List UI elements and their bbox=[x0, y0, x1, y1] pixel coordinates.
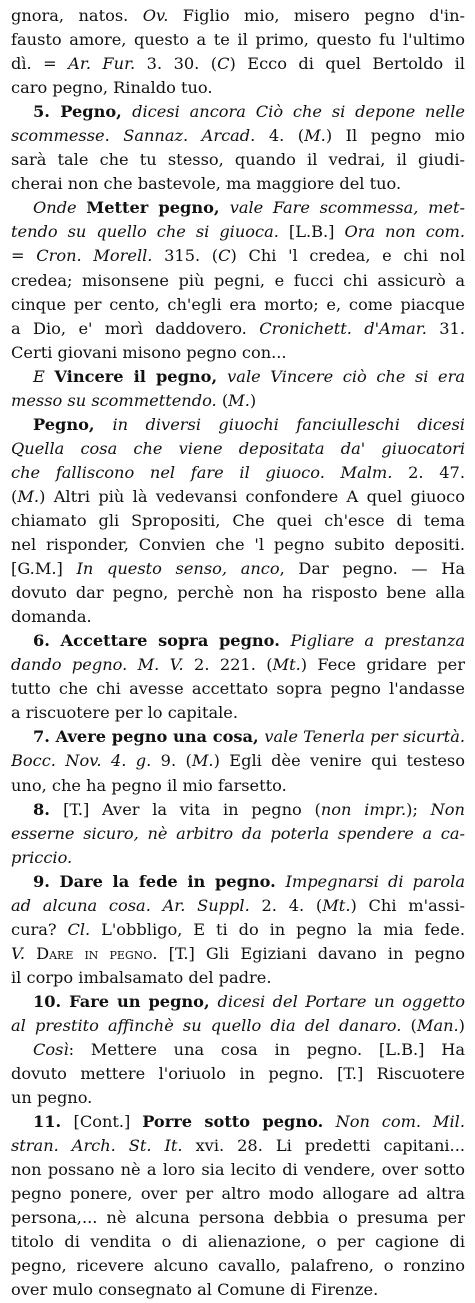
text-line bbox=[11, 942, 465, 966]
text-line bbox=[11, 918, 465, 942]
text-run: 8. bbox=[33, 799, 64, 819]
text-line bbox=[11, 220, 465, 244]
text-run: il corpo imbalsamato del padre. bbox=[11, 967, 272, 987]
text-run: scommesse. Sannaz. Arcad. bbox=[11, 126, 256, 146]
text-run: nel risponder, Convien che 'l pegno subito depositi. bbox=[11, 535, 465, 555]
text-line bbox=[11, 557, 465, 581]
text-run: ( bbox=[11, 486, 18, 506]
text-run: persona,... nè alcuna persona debbia o presuma per bbox=[11, 1208, 465, 1228]
text-run: 5. Pegno, bbox=[33, 102, 133, 122]
text-line bbox=[11, 461, 465, 485]
text-run: Impegnarsi di parola bbox=[285, 871, 465, 891]
text-run: tutto che chi avesse accettato sopra pegno l'andasse bbox=[11, 679, 465, 699]
text-run: caro pegno, Rinaldo tuo. bbox=[11, 78, 213, 98]
text-line bbox=[11, 1206, 465, 1230]
text-run: vale Fare scommessa, met- bbox=[229, 198, 465, 218]
text-line bbox=[11, 196, 465, 220]
text-run: 315. ( bbox=[152, 246, 219, 266]
text-line bbox=[11, 581, 465, 605]
text-run: dicesi del Portare un oggetto bbox=[217, 991, 465, 1011]
text-run: 7. Avere pegno una cosa, bbox=[33, 727, 265, 747]
text-run: credea; misonsene più pegni, e fucci chi assicurò a bbox=[11, 270, 465, 290]
text-run: dì. = bbox=[11, 54, 69, 74]
text-line bbox=[11, 1134, 465, 1158]
text-line bbox=[11, 605, 465, 629]
text-run: Ov. bbox=[142, 6, 169, 25]
text-run: V. bbox=[11, 943, 26, 963]
text-run: 2. 4. ( bbox=[249, 895, 323, 915]
text-line bbox=[11, 677, 465, 701]
text-run: ) Ecco di quel Bertoldo il bbox=[229, 54, 465, 74]
text-line bbox=[11, 1086, 465, 1110]
text-run: M. bbox=[228, 390, 250, 410]
text-line bbox=[11, 437, 465, 461]
text-run: tendo su quello che si giuoca. bbox=[11, 222, 279, 242]
text-run: Ora non com. bbox=[344, 222, 465, 242]
text-run: E bbox=[33, 366, 55, 386]
text-run: ) bbox=[249, 390, 257, 410]
text-run: ); bbox=[406, 799, 431, 819]
text-run: Cron. Morell. bbox=[36, 246, 153, 266]
text-run: pegno ponere, over per altro modo allogare ad altra bbox=[11, 1184, 465, 1204]
text-line bbox=[11, 244, 465, 268]
text-run: Mt. bbox=[272, 655, 301, 675]
text-line bbox=[11, 749, 465, 773]
text-run: 2. 221. ( bbox=[183, 655, 273, 675]
text-run: Pegno, bbox=[33, 414, 113, 434]
text-run: Non com. Mil. bbox=[335, 1112, 465, 1132]
text-line bbox=[11, 629, 465, 653]
text-run: 31. bbox=[426, 318, 465, 338]
text-run: Man. bbox=[416, 1015, 459, 1035]
text-run: Onde bbox=[33, 198, 87, 218]
text-run: 9. ( bbox=[151, 751, 192, 771]
text-line bbox=[11, 389, 465, 413]
text-run: domanda. bbox=[11, 607, 92, 627]
text-line bbox=[11, 1254, 465, 1278]
text-run: [T.] Aver la vita in pegno ( bbox=[63, 799, 321, 819]
text-run: . [T.] Gli Egiziani davano in pegno bbox=[152, 943, 465, 963]
text-run: dando pegno. M. V. bbox=[11, 655, 184, 675]
text-line bbox=[11, 1278, 465, 1302]
text-run: che falliscono nel fare il giuoco. Malm. bbox=[11, 462, 393, 482]
text-run: gnora, natos. bbox=[11, 6, 143, 25]
text-run: uno, che ha pegno il mio farsetto. bbox=[11, 775, 287, 795]
text-run: [Cont.] bbox=[73, 1112, 143, 1132]
text-run: titolo di vendita o di alienazione, o per cagione di bbox=[11, 1232, 465, 1252]
text-line bbox=[11, 1014, 465, 1038]
text-run: Mt. bbox=[322, 895, 351, 915]
text-run: xvi. 28. Li predetti capitani... bbox=[182, 1136, 465, 1156]
text-line bbox=[11, 846, 465, 870]
text-run: non possano nè a loro sia lecito di vendere, over sotto bbox=[11, 1160, 465, 1180]
text-run: 3. 30. ( bbox=[135, 54, 218, 74]
text-run: ) bbox=[458, 1015, 465, 1035]
text-line bbox=[11, 1062, 465, 1086]
text-run: ad alcuna cosa. Ar. Suppl. bbox=[11, 895, 250, 915]
text-line bbox=[11, 172, 465, 196]
text-line bbox=[11, 413, 465, 437]
text-run: priccio. bbox=[11, 847, 73, 867]
text-line bbox=[11, 76, 465, 100]
text-run: C bbox=[218, 246, 231, 266]
text-line bbox=[11, 28, 465, 52]
text-run: Così bbox=[33, 1040, 69, 1060]
text-run: al prestito affinchè su quello dia del danaro. bbox=[11, 1015, 402, 1035]
text-run: dovuto dar pegno, perchè non ha risposto bene alla bbox=[11, 583, 465, 603]
text-run: C bbox=[217, 54, 230, 74]
text-run: Figlio mio, misero pegno d'in- bbox=[168, 6, 465, 25]
text-run: 4. ( bbox=[255, 126, 305, 146]
text-line bbox=[11, 317, 465, 341]
text-line bbox=[11, 509, 465, 533]
text-run: Ar. Fur. bbox=[68, 54, 136, 74]
text-run: Porre sotto pegno. bbox=[142, 1112, 336, 1132]
text-run: in diversi giuochi fanciulleschi dicesi bbox=[112, 414, 465, 434]
text-run: non impr. bbox=[320, 799, 407, 819]
text-run: a Dio, e' morì daddovero. bbox=[11, 318, 260, 338]
text-line bbox=[11, 52, 465, 76]
text-run: un pegno. bbox=[11, 1088, 93, 1108]
text-run: Cl. bbox=[67, 919, 91, 939]
text-line bbox=[11, 1158, 465, 1182]
text-run: 2. 47. bbox=[392, 462, 465, 482]
text-run: Vincere il pegno, bbox=[54, 366, 228, 386]
text-line bbox=[11, 124, 465, 148]
text-run: ) Chi 'l credea, e chi nol bbox=[230, 246, 465, 266]
text-line bbox=[11, 725, 465, 749]
text-run: 6. Accettare sopra pegno. bbox=[33, 631, 291, 651]
text-line bbox=[11, 798, 465, 822]
text-run: fausto amore, questo a te il primo, questo fu l'ultimo bbox=[11, 30, 465, 50]
text-run: dicesi ancora Ciò che si depone nelle bbox=[132, 102, 465, 122]
text-line bbox=[11, 822, 465, 846]
text-line bbox=[11, 1038, 465, 1062]
text-run: Dare in pegno bbox=[25, 943, 153, 963]
text-run: Bocc. Nov. 4. g. bbox=[11, 751, 152, 771]
text-run: [L.B.] bbox=[278, 222, 345, 242]
text-run: ) Chi m'assi- bbox=[350, 895, 465, 915]
text-run: messo su scommettendo. bbox=[11, 390, 217, 410]
text-run: sarà tale che tu stesso, quando il vedrai, il giudi- bbox=[11, 150, 465, 170]
text-run: Pigliare a prestanza bbox=[290, 631, 465, 651]
text-line bbox=[11, 774, 465, 798]
text-line bbox=[11, 653, 465, 677]
text-run: ( bbox=[401, 1015, 417, 1035]
text-run: cinque per cento, ch'egli era morto; e, come piacque bbox=[11, 294, 465, 314]
text-run: Quella cosa che viene depositata da' giuocatori bbox=[11, 438, 465, 458]
text-line bbox=[11, 100, 465, 124]
text-run: M. bbox=[191, 751, 214, 771]
text-run: L'obbligo, E ti do in pegno la mia fede. bbox=[90, 919, 465, 939]
text-run: 11. bbox=[33, 1112, 74, 1132]
text-run: vale Vincere ciò che si era bbox=[227, 366, 465, 386]
text-run: dovuto mettere l'oriuolo in pegno. [T.] Riscuotere bbox=[11, 1064, 465, 1084]
text-run: In questo senso, anco bbox=[76, 559, 280, 579]
text-run: , Dar pegno. — Ha bbox=[279, 559, 465, 579]
text-run: a riscuotere per lo capitale. bbox=[11, 703, 239, 723]
text-line bbox=[11, 1230, 465, 1254]
text-run: M. bbox=[17, 486, 40, 506]
text-run: Cronichett. d'Amar. bbox=[259, 318, 427, 338]
text-line bbox=[11, 341, 465, 365]
text-line bbox=[11, 365, 465, 389]
text-line bbox=[11, 533, 465, 557]
text-run: ( bbox=[216, 390, 229, 410]
text-run: cura? bbox=[11, 919, 68, 939]
text-line bbox=[11, 1182, 465, 1206]
text-run: over mulo consegnato al Comune di Firenze. bbox=[11, 1280, 379, 1300]
text-line bbox=[11, 293, 465, 317]
text-run: 9. Dare la fede in pegno. bbox=[33, 871, 286, 891]
text-line bbox=[11, 990, 465, 1014]
text-run: ) Il pegno mio bbox=[325, 126, 465, 146]
text-run: vale Tenerla per sicurtà. bbox=[264, 727, 465, 747]
text-line bbox=[11, 4, 465, 28]
text-run: chiamato gli Spropositi, Che quei ch'esce di tema bbox=[11, 510, 465, 530]
text-line bbox=[11, 701, 465, 725]
text-run: Certi giovani misono pegno con... bbox=[11, 342, 287, 362]
text-line bbox=[11, 148, 465, 172]
text-line bbox=[11, 269, 465, 293]
text-run: esserne sicuro, nè arbitro da poterla spendere a ca- bbox=[11, 823, 465, 843]
text-run: ) Fece gridare per bbox=[300, 655, 465, 675]
text-run: Non bbox=[430, 799, 465, 819]
text-line bbox=[11, 966, 465, 990]
text-run: cherai non che bastevole, ma maggiore del tuo. bbox=[11, 174, 402, 194]
text-run: M. bbox=[304, 126, 326, 146]
text-run: ) Egli dèe venire qui testeso bbox=[213, 751, 465, 771]
text-run: pegno, ricevere alcuno cavallo, palafreno, o ronzino bbox=[11, 1256, 465, 1276]
text-line bbox=[11, 870, 465, 894]
text-run: stran. Arch. St. It. bbox=[11, 1136, 183, 1156]
text-line bbox=[11, 485, 465, 509]
text-line bbox=[11, 894, 465, 918]
text-run: ) Altri più là vedevansi confondere A quel giuoco bbox=[39, 486, 465, 506]
text-run: [G.M.] bbox=[11, 559, 77, 579]
text-line bbox=[11, 1110, 465, 1134]
text-run: Metter pegno, bbox=[86, 198, 230, 218]
text-run: = bbox=[11, 246, 37, 266]
text-run: 10. Fare un pegno, bbox=[33, 991, 218, 1011]
text-run: : Mettere una cosa in pegno. [L.B.] Ha bbox=[68, 1040, 465, 1060]
